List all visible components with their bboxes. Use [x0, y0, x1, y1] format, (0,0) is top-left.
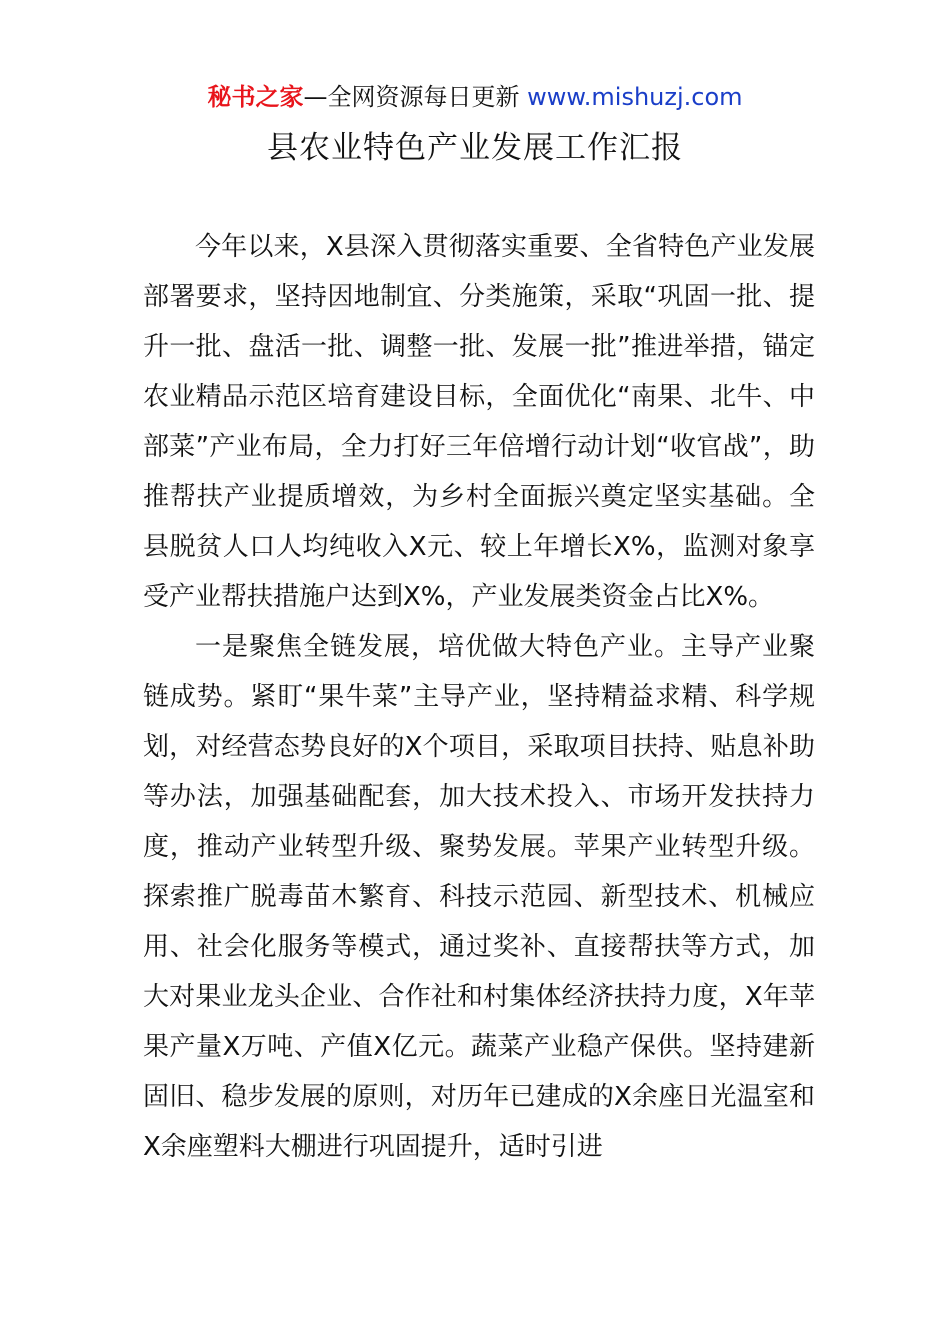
document-body [143, 222, 815, 1172]
site-slogan: —全网资源每日更新 [303, 83, 520, 111]
site-header [0, 80, 950, 114]
site-url-link[interactable]: www.mishuzj.com [527, 83, 743, 111]
document-title: 县农业特色产业发展工作汇报 [267, 130, 683, 166]
paragraph-intro: 今年以来，X县深入贯彻落实重要、全省特色产业发展部署要求，坚持因地制宜、分类施策，采取“巩固一批、提升一批、盘活一批、调整一批、发展一批”推进举措，锚定农业精品示范区培育建设目标，全面优化“南果、北牛、中部菜”产业布局，全力打好三年倍增行动计划“收官战”，助推帮扶产业提质增效，为乡村全面振兴奠定坚实基础。全县脱贫人口人均纯收入X元、较上年增长X%，监测对象享受产业帮扶措施户达到X%，产业发展类资金占比X%。 [143, 232, 815, 612]
paragraph-section-one: 一是聚焦全链发展，培优做大特色产业。主导产业聚链成势。紧盯“果牛菜”主导产业，坚持精益求精、科学规划，对经营态势良好的X个项目，采取项目扶持、贴息补助等办法，加强基础配套，加大技术投入、市场开发扶持力度，推动产业转型升级、聚势发展。苹果产业转型升级。探索推广脱毒苗木繁育、科技示范园、新型技术、机械应用、社会化服务等模式，通过奖补、直接帮扶等方式，加大对果业龙头企业、合作社和村集体经济扶持力度，X年苹果产量X万吨、产值X亿元。蔬菜产业稳产保供。坚持建新固旧、稳步发展的原则，对历年已建成的X余座日光温室和X余座塑料大棚进行巩固提升，适时引进 [143, 632, 815, 1162]
site-brand: 秘书之家 [207, 83, 304, 111]
